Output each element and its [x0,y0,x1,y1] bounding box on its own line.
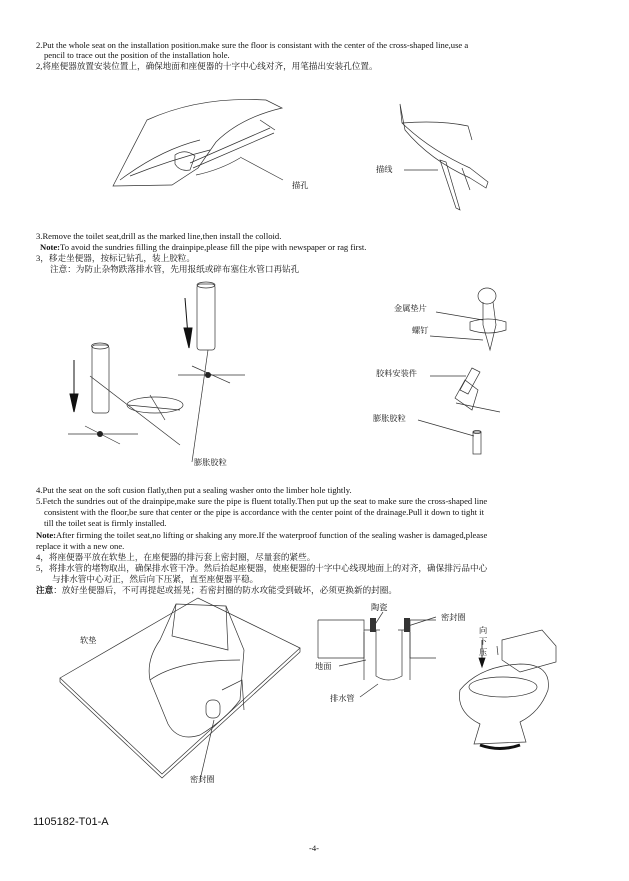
step5-instruction-zh-line2: 与排水管中心对正，然后向下压紧，直至座便器平稳。 [52,574,259,584]
note-text-zh: ：放好坐便器后，不可再提起或摇晃；若密封圈的防水攻能受到破坏，必须更换新的封圈。 [53,585,397,595]
label-expansion-plug-bottom: 膨胀胶粒 [194,458,227,467]
label-expansion-plug: 膨胀胶粒 [373,414,406,423]
label-press-down-3: 压 [479,648,488,657]
step5-note-en-line2: replace it with a new one. [36,541,125,551]
step5-instruction-en-line1: 5.Fetch the sundries out of the drainpipe,make sure the pipe is fluent totally.Then put up the seat to make sure the cross-shaped line [36,496,488,506]
label-soft-pad: 软垫 [80,636,97,645]
step5-note-zh [36,585,397,595]
note-bold-label: Note: [36,530,57,540]
label-plastic-fitting: 胶料安装件 [376,369,417,378]
note-text: To avoid the sundries filling the drainpipe,please fill the pipe with newspaper or rag first. [60,242,367,252]
label-sealing-ring: 密封圈 [441,613,466,622]
label-line-tracing: 描线 [376,165,393,174]
step3-note-en [40,242,366,252]
page-number: -4- [309,843,320,853]
step5-note-en-line1 [36,530,487,540]
label-press-down-1: 向 [479,626,488,635]
step2-instruction-zh: 2,将座便器放置安装位置上，确保地面和座便器的十字中心线对齐，用笔描出安装孔位置。 [36,61,378,71]
step2-instruction-en-line1: 2.Put the whole seat on the installation position.make sure the floor is consistant with the center of the cross-shaped line,use a [36,40,469,50]
label-hole-tracing: 描孔 [292,181,309,190]
document-code: 1105182-T01-A [33,816,109,828]
step5-instruction-en-line2: consistent with the floor,be sure that center or the pipe is accordance with the center point of the drainage.Pull it down to tight it [44,507,484,517]
note-text: After firming the toilet seat,no lifting or shaking any more.If the waterproof function of the sealing washer is damaged,please [56,530,488,540]
label-press-down-2: 下 [479,637,488,646]
step5-instruction-en-line3: till the toilet seat is firmly installed. [44,518,167,528]
label-ceramic: 陶瓷 [371,603,388,612]
label-metal-washer: 金属垫片 [394,304,427,313]
note-bold-label: Note: [40,242,61,252]
step4-instruction-en: 4.Put the seat on the soft cusion flatly,then put a sealing washer onto the limber hole tightly. [36,485,352,495]
label-drainpipe: 排水管 [330,694,355,703]
step3-note-zh: 注意：为防止杂物跌落排水管，先用报纸或碎布塞住水管口再钻孔 [50,264,300,274]
label-sealing-ring-bottom: 密封圈 [190,775,215,784]
step3-instruction-en: 3.Remove the toilet seat,drill as the marked line,then install the colloid. [36,231,282,241]
note-bold-label-zh: 注意 [36,585,54,595]
step5-instruction-zh-line1: 5，将排水管的堵物取出，确保排水管干净。然后抬起座便器，使座便器的十字中心线现地面上的对齐，确保排污品中心 [36,563,488,573]
step3-instruction-zh: 3，移走坐便器，按标记钻孔，装上胶粒。 [36,253,195,263]
label-screw: 螺钉 [412,326,429,335]
step2-instruction-en-line2: pencil to trace out the position of the installation hole. [44,50,230,60]
label-floor: 地面 [315,662,332,671]
step4-instruction-zh: 4，将座便器平放在软垫上，在座便器的排污套上密封圈，尽量套的紧些。 [36,552,316,562]
